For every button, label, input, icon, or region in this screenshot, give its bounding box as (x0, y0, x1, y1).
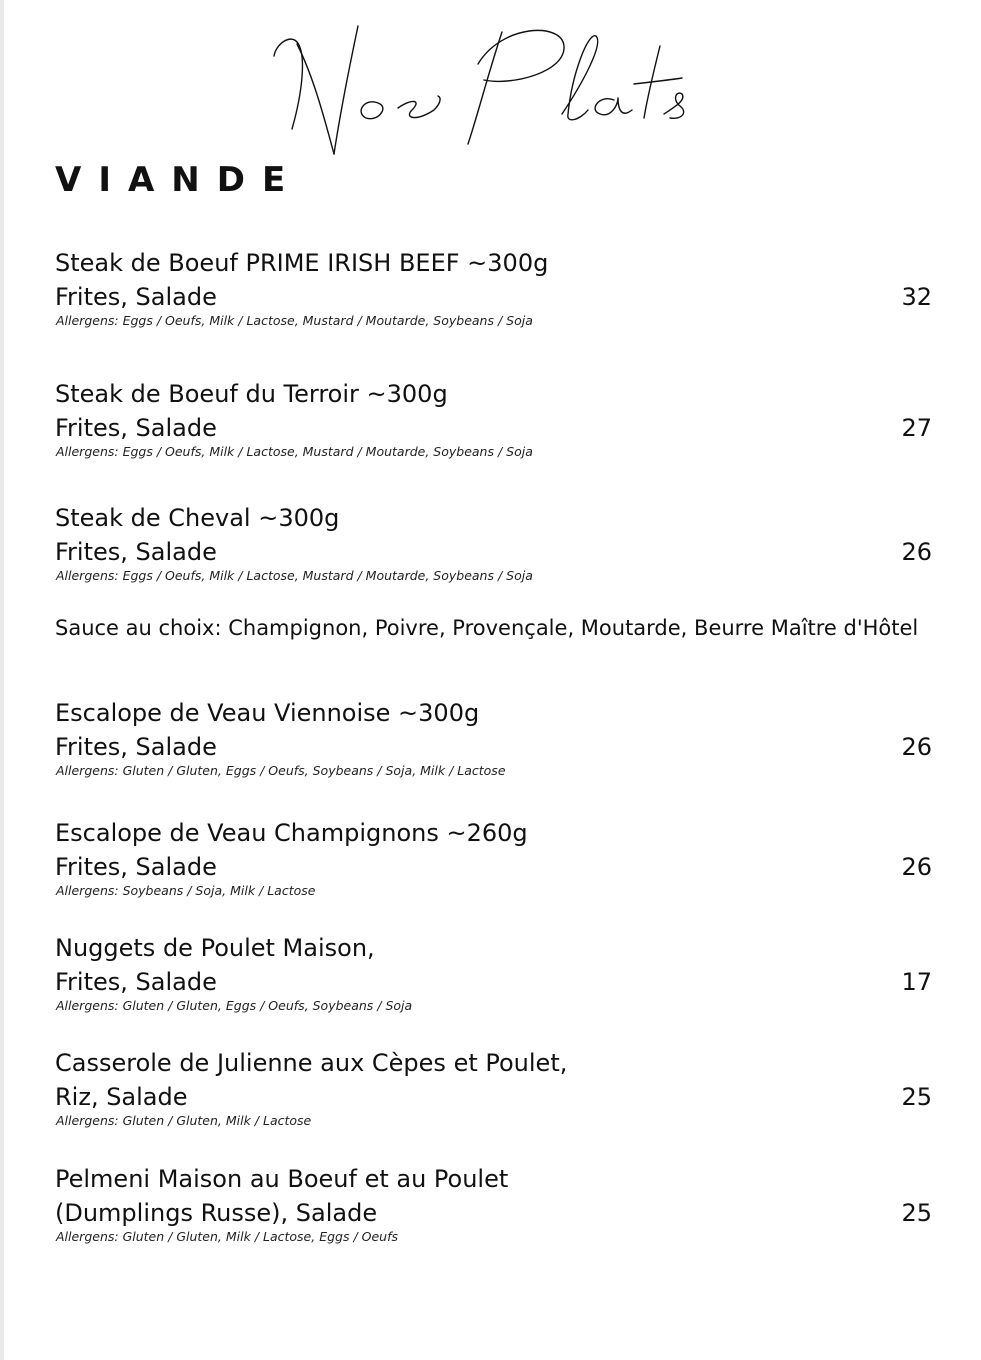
dish-name: Pelmeni Maison au Boeuf et au Poulet (55, 1165, 509, 1193)
dish-side: Riz, Salade (55, 1083, 188, 1111)
dish-allergens: Allergens: Eggs / Oeufs, Milk / Lactose, Mustard / Moutarde, Soybeans / Soja (56, 568, 533, 583)
dish-price: 32 (901, 283, 932, 311)
dish-price: 17 (901, 968, 932, 996)
dish-side: (Dumplings Russe), Salade (55, 1199, 378, 1227)
dish-name: Nuggets de Poulet Maison, (55, 934, 375, 962)
dish-allergens: Allergens: Eggs / Oeufs, Milk / Lactose, Mustard / Moutarde, Soybeans / Soja (56, 444, 533, 459)
sauce-choice-note: Sauce au choix: Champignon, Poivre, Provençale, Moutarde, Beurre Maître d'Hôtel (55, 616, 919, 640)
dish-allergens: Allergens: Gluten / Gluten, Milk / Lactose, Eggs / Oeufs (56, 1229, 398, 1244)
dish-price: 27 (901, 414, 932, 442)
dish-side: Frites, Salade (55, 283, 217, 311)
dish-name: Escalope de Veau Champignons ~260g (55, 819, 528, 847)
dish-price: 26 (901, 733, 932, 761)
dish-side: Frites, Salade (55, 414, 217, 442)
dish-price: 26 (901, 853, 932, 881)
dish-side: Frites, Salade (55, 968, 217, 996)
dish-allergens: Allergens: Gluten / Gluten, Eggs / Oeufs, Soybeans / Soja (56, 998, 413, 1013)
dish-allergens: Allergens: Soybeans / Soja, Milk / Lactose (56, 883, 316, 898)
dish-price: 26 (901, 538, 932, 566)
dish-name: Escalope de Veau Viennoise ~300g (55, 699, 480, 727)
dish-allergens: Allergens: Gluten / Gluten, Milk / Lactose (56, 1113, 312, 1128)
dish-name: Casserole de Julienne aux Cèpes et Poulet, (55, 1049, 568, 1077)
dish-side: Frites, Salade (55, 538, 217, 566)
dish-allergens: Allergens: Gluten / Gluten, Eggs / Oeufs, Soybeans / Soja, Milk / Lactose (56, 763, 506, 778)
page-edge-strip (0, 0, 4, 1360)
handwritten-title-nos-plats (262, 14, 712, 164)
script-title-artwork (262, 14, 712, 164)
dish-name: Steak de Boeuf du Terroir ~300g (55, 380, 448, 408)
dish-side: Frites, Salade (55, 733, 217, 761)
dish-price: 25 (901, 1199, 932, 1227)
dish-name: Steak de Boeuf PRIME IRISH BEEF ~300g (55, 249, 549, 277)
section-heading-viande: VIANDE (55, 160, 303, 200)
dish-name: Steak de Cheval ~300g (55, 504, 340, 532)
dish-allergens: Allergens: Eggs / Oeufs, Milk / Lactose, Mustard / Moutarde, Soybeans / Soja (56, 313, 533, 328)
dish-side: Frites, Salade (55, 853, 217, 881)
dish-price: 25 (901, 1083, 932, 1111)
